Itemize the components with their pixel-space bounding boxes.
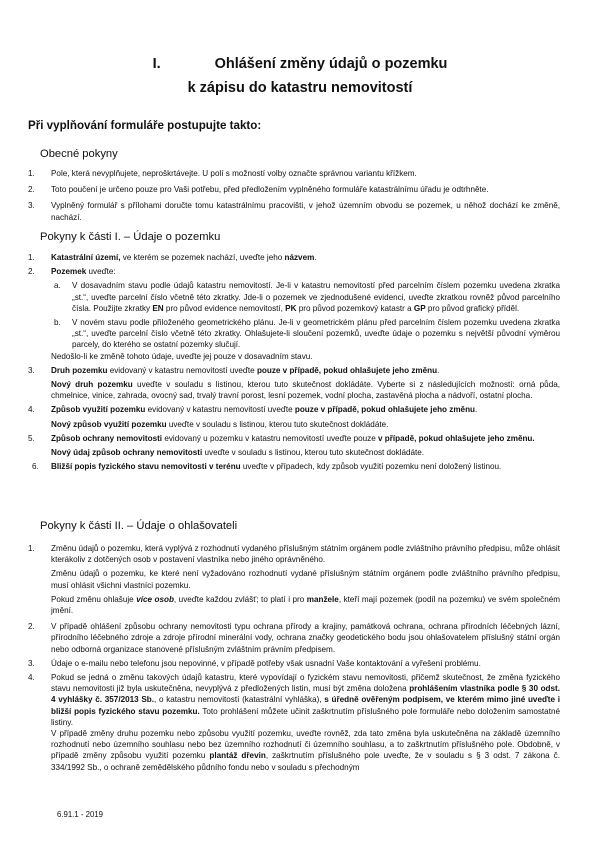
note-text: Nedošlo-li ke změně tohoto údaje, uveďte jej pouze v dosavadním stavu. (51, 351, 313, 361)
list-item: 2. V případě ohlášení způsobu ochrany nemovitosti typu ochrana přírody a krajiny, památková ochrana, ochrana přírodních léčebných lázní, přírodního léčebného zdroje a zdroje přírodní minerální vody, ochrana značky geodetického bodu jsou ohlašovatelem příslušný státní orgán nebo odborná organizace stanovené příslušným zvláštním právním předpisem. (28, 622, 560, 654)
part2-list (0, 543, 600, 773)
list-item: 4. Pokud se jedná o změnu takových údajů katastru, které vypovídají o fyzickém stavu nemovitosti, přičemž skutečnost, že změna fyzického stavu nemovitosti již byla uskutečněna, nevyplývá z předložených listin, musí být změna doložena prohlášením vlastníka podle § 30 odst. 4 vyhlášky č. 357/2013 Sb., o katastru nemovitostí (katastrální vyhláška), s úředně ověřeným podpisem, ve kterém mimo jiné uveďte i bližší popis fyzického stavu pozemku. Toto prohlášení můžete učinit zaškrtnutím příslušného pole formuláře nebo doložením samostatné listiny. (28, 673, 560, 727)
part2-heading: Pokyny k části II. – Údaje o ohlašovateli (40, 520, 238, 532)
list-item: 1. Katastrální území, ve kterém se pozemek nachází, uveďte jeho názvem. (28, 253, 317, 262)
title-line1-text: Ohlášení změny údajů o pozemku (214, 56, 448, 72)
paragraph: Změnu údajů o pozemku, ke které není vyžadováno rozhodnutí vydané příslušným státním orgánem podle zvláštního právního předpisu, musí ohlásit všichni vlastníci pozemku. (51, 569, 560, 590)
part1-heading: Pokyny k části I. – Údaje o pozemku (40, 231, 221, 243)
sub-item-a: a. V dosavadním stavu podle údajů katastru nemovitostí. Je-li v katastru nemovitostí před parcelním číslem pozemku uvedena zkratka „st.“, uveďte parcelní číslo včetně této zkratky. Jde-li o pozemek ve zjednodušené evidenci, uveďte zkratkou rovněž původ parcelního čísla. Použijte zkratky EN pro původ evidence nemovitostí, PK pro původ pozemkový katastr a GP pro původ grafický příděl. (54, 281, 560, 313)
intro-heading: Při vyplňování formuláře postupujte takto: (28, 119, 262, 132)
title-roman-numeral: I. (152, 56, 161, 72)
paragraph: V případě změny druhu pozemku nebo způsobu využití pozemku, uveďte rovněž, zda tato změna byla uskutečněna na základě územního rozhodnutí nebo územního souhlasu nebo bez územního rozhodnutí či územního souhlasu, a to zaškrtnutím příslušného pole. Obdobně, v případě změny způsobu využití pozemku plantáž dřevin, zaškrtnutím příslušného pole uveďte, že v souladu s § 3 odst. 7 zákona č. 334/1992 Sb., o ochraně zemědělského půdního fondu nebo v souladu s přechodným (51, 729, 560, 772)
list-item: 1. Pole, která nevyplňujete, neproškrtávejte. U polí s možností volby označte správnou variantu křížkem. (28, 169, 417, 178)
list-item: 1. Změnu údajů o pozemku, která vyplývá z rozhodnutí vydaného příslušným státním orgánem podle zvláštního právního předpisu, může ohlásit kterákoliv z dotčených osob v postavení vlastníka nebo jiného oprávněného. (28, 544, 560, 565)
list-item: 5. Způsob ochrany nemovitosti evidovaný u pozemku v katastru nemovitostí uveďte pouze v případě, pokud ohlašujete jeho změnu. (28, 433, 535, 443)
form-title-line1 (0, 56, 600, 72)
paragraph: Pokud změnu ohlašuje více osob, uveďte každou zvlášť; to platí i pro manžele, kteří mají pozemek (podíl na pozemku) ve svém společném jmění. (51, 594, 561, 616)
form-title-line2: k zápisu do katastru nemovitostí (187, 80, 413, 96)
note-text: Nový druh pozemku uveďte v souladu s listinou, kterou tuto skutečnost dokládáte. Vyberte si z následujících možností: orná půda, chmelnice, vinice, zahrada, ovocný sad, trvalý travní porost, lesní pozemek, vodní plocha, zastavěná plocha a nádvoří, ostatní plocha. (51, 380, 560, 401)
form-code-footer: 6.91.1 - 2019 (57, 810, 103, 819)
list-item: 2. Pozemek uveďte: (28, 267, 116, 277)
list-item: 4. Způsob využití pozemku evidovaný v katastru nemovitostí uveďte pouze v případě, pokud ohlašujete jeho změnu. (28, 405, 478, 415)
list-item: 3. Vyplněný formulář s přílohami doručte tomu katastrálnímu pracovišti, v jehož územním obvodu se pozemek, u něhož dochází ke změně, nachází. (28, 201, 560, 222)
list-item: 6. Bližší popis fyzického stavu nemovitosti v terénu uveďte v případech, kdy způsob využití pozemku není doložený listinou. (32, 462, 502, 472)
note-text: Nový údaj způsob ochrany nemovitosti uveďte v souladu s listinou, kterou tuto skutečnost dokládáte. (51, 448, 425, 458)
part1-list (0, 252, 600, 472)
list-item: 3. Druh pozemku evidovaný v katastru nemovitostí uveďte pouze v případě, pokud ohlašujete jeho změnu. (28, 365, 440, 375)
list-item: 3. Údaje o e-mailu nebo telefonu jsou nepovinné, v případě potřeby však usnadní Vaše kontaktování a vyřešení problému. (28, 658, 481, 668)
sub-item-b: b. V novém stavu podle přiloženého geometrického plánu. Je-li v geometrickém plánu před parcelním číslem pozemku uvedena zkratka „st.“, uveďte parcelní číslo včetně této zkratky. Ohlašujete-li sloučení pozemků, uveďte údaje o pozemku s největší původní výměrou parcely, do kterého se ostatní pozemky slučují. (54, 318, 560, 350)
note-text: Nový způsob využití pozemku uveďte v souladu s listinou, kterou tuto skutečnost dokládáte. (51, 419, 389, 429)
general-list (0, 168, 600, 223)
list-item: 2. Toto poučení je určeno pouze pro Vaši potřebu, před předložením vyplněného formuláře katastrálnímu úřadu je odtrhněte. (28, 185, 489, 195)
general-heading: Obecné pokyny (40, 148, 118, 160)
